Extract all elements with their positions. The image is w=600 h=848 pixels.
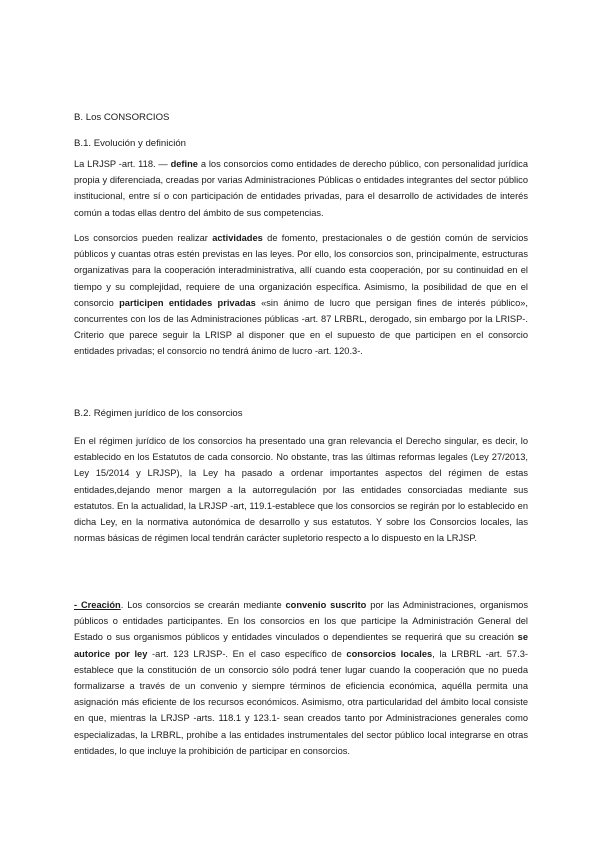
text-run: -art. 123 LRJSP-. En el caso específico de: [147, 648, 347, 659]
subsection-heading-2: B.2. Régimen jurídico de los consorcios: [74, 408, 243, 419]
paragraph-definition: [74, 156, 528, 221]
section-heading: B. Los CONSORCIOS: [74, 112, 170, 123]
bold-term: participen entidades privadas: [119, 297, 256, 308]
bold-term: se autorice por ley: [74, 632, 528, 659]
text-run: por las Administraciones, organismos públicos o entidades participantes. En los consorcios en los que participe la Administración General del Estado o sus organismos públicos y entidades vinculados o dependientes se requerirá que su creación: [74, 600, 529, 643]
paragraph-creation: [74, 597, 528, 759]
text-run: de fomento, prestacionales o de gestión común de servicios públicos y cuantas otras estén previstas en las leyes. Por ello, los consorcios son, principalmente, estructuras organizativas para la cooperación interadministrativa, allí cuando esta cooperación, por su continuidad en el tiempo y su complejidad, requiere de una organización específica. Asimismo, la posibilidad de que en el consorcio: [74, 233, 529, 308]
subsection-heading-1: B.1. Evolución y definición: [74, 138, 186, 149]
creation-label: - Creación: [74, 600, 121, 610]
bold-term: actividades: [212, 233, 263, 243]
text-run: La LRJSP -art. 118. —: [74, 159, 171, 169]
paragraph-activities: [74, 230, 528, 360]
bold-term: consorcios locales: [346, 648, 433, 659]
paragraph-legal-regime: En el régimen jurídico de los consorcios ha presentado una gran relevancia el Derecho singular, es decir, lo establecido en los Estatutos de cada consorcio. No obstante, tras las últimas reformas legales (Ley 27/2013, Ley 15/2014 y LRJSP), la Ley ha pasado a ordenar importantes aspectos del régimen de estas entidades,dejando menor margen a la autorregulación por las entidades consorciadas mediante sus estatutos. En la actualidad, la LRJSP -art, 119.1-establece que los consorcios se regirán por lo establecido en dicha Ley, en la normativa autonómica de desarrollo y sus estatutos. Y sobre los Consorcios locales, las normas básicas de régimen local tendrán carácter supletorio respecto a lo dispuesto en la LRJSP.: [74, 436, 528, 544]
text-run: , la LRBRL -art. 57.3- establece que la constitución de un consorcio sólo podrá tener lugar cuando la cooperación que no pueda formalizarse a través de un convenio y siempre términos de eficiencia económica, aquélla permita una asignación más eficiente de los recursos económicos. Asimismo, otra particularidad del ámbito local consiste en que, mientras la LRJSP -arts. 118.1 y 123.1- sean creados tanto por Administraciones generales como especializadas, la LRBRL, prohíbe a las entidades instrumentales del sector público local integrarse en otras entidades, lo que incluye la prohibición de participar en consorcios.: [74, 648, 528, 756]
bold-term: convenio suscrito: [285, 600, 367, 610]
text-run: . Los consorcios se crearán mediante: [120, 600, 286, 610]
text-run: a los consorcios como entidades de derecho público, con personalidad jurídica propia y diferenciada, creadas por varias Administraciones Públicas o entidades integrantes del sector público institucional, entre sí o con participación de entidades privadas, para el desarrollo de actividades de interés común a todas ellas dentro del ámbito de sus competencias.: [74, 159, 528, 218]
text-run: Los consorcios pueden realizar: [74, 233, 213, 243]
bold-term: define: [170, 159, 198, 169]
text-run: «sin ánimo de lucro que persigan fines de interés público», concurrentes con los de las Administraciones públicas -art. 87 LRBRL, derogado, sin embargo por la LRISP-. Criterio que parece seguir la LRISP al disponer que en el supuesto de que participen en el consorcio entidades privadas; el consorcio no tendrá ánimo de lucro -art. 120.3-.: [74, 297, 529, 357]
